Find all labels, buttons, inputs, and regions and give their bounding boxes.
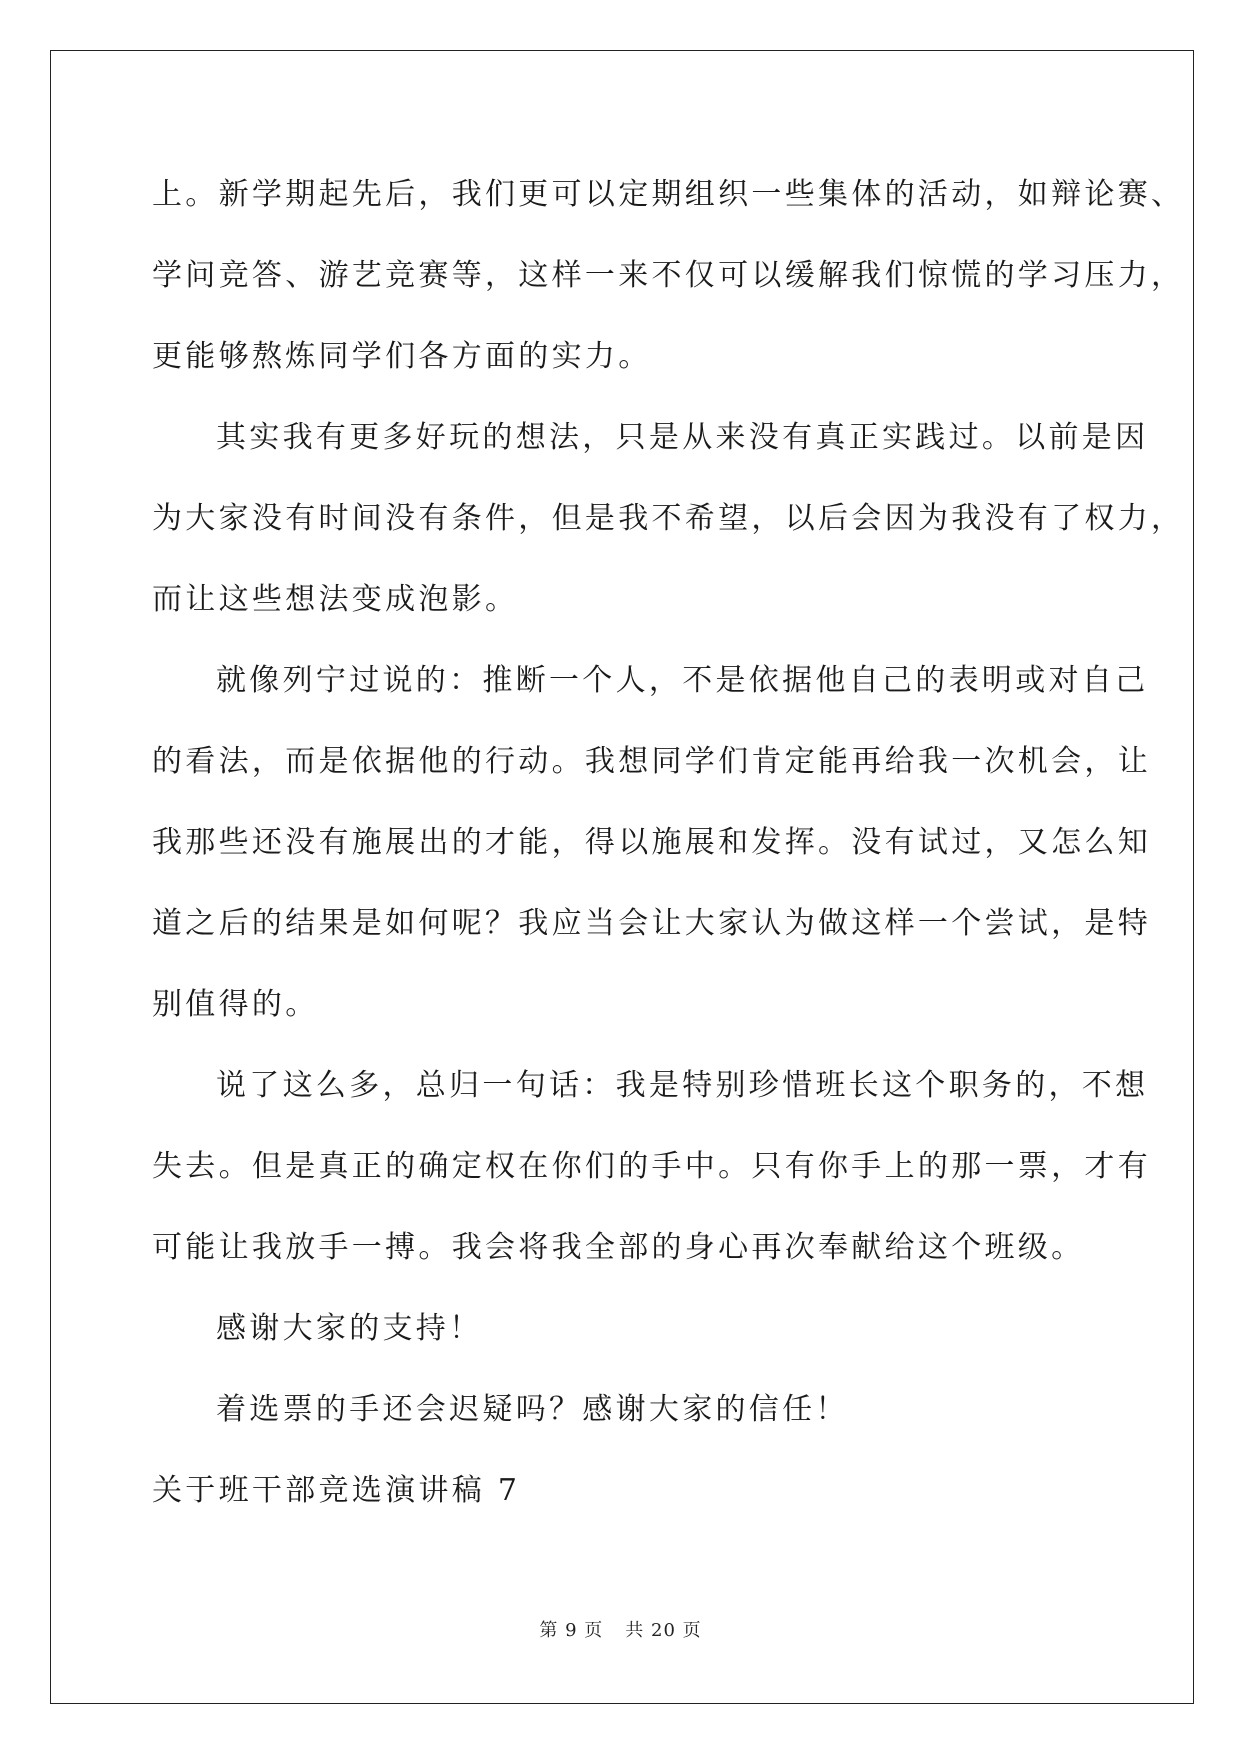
text-line: 可能让我放手一搏。我会将我全部的身心再次奉献给这个班级。 [152,1230,1085,1265]
text-line: 学问竞答、游艺竞赛等，这样一来不仅可以缓解我们惊慌的学习压力， [152,258,1185,293]
paragraph-start-line: 感谢大家的支持！ [216,1311,483,1346]
text-line: 别值得的。 [152,987,319,1022]
paragraph-start-line: 说了这么多，总归一句话：我是特别珍惜班长这个职务的，不想 [216,1068,1149,1103]
text-line: 我那些还没有施展出的才能，得以施展和发挥。没有试过，又怎么知 [152,825,1151,860]
paragraph-start-line: 其实我有更多好玩的想法，只是从来没有真正实践过。以前是因 [216,420,1149,455]
page-number: 第 9 页 [539,1620,604,1641]
text-line: 失去。但是真正的确定权在你们的手中。只有你手上的那一票，才有 [152,1149,1151,1184]
text-line: 道之后的结果是如何呢？我应当会让大家认为做这样一个尝试，是特 [152,906,1151,941]
section-heading: 关于班干部竞选演讲稿 7 [152,1473,521,1508]
page-footer [0,1616,1241,1642]
paragraph-start-line: 就像列宁过说的：推断一个人，不是依据他自己的表明或对自己 [216,663,1149,698]
text-line: 上。新学期起先后，我们更可以定期组织一些集体的活动，如辩论赛、 [152,177,1185,212]
paragraph-start-line: 着选票的手还会迟疑吗？感谢大家的信任！ [216,1392,849,1427]
document-body [152,166,1185,1543]
text-line: 而让这些想法变成泡影。 [152,582,519,617]
text-line: 为大家没有时间没有条件，但是我不希望，以后会因为我没有了权力， [152,501,1185,536]
page-total: 共 20 页 [625,1620,702,1641]
text-line: 更能够熬炼同学们各方面的实力。 [152,339,652,374]
text-line: 的看法，而是依据他的行动。我想同学们肯定能再给我一次机会，让 [152,744,1151,779]
